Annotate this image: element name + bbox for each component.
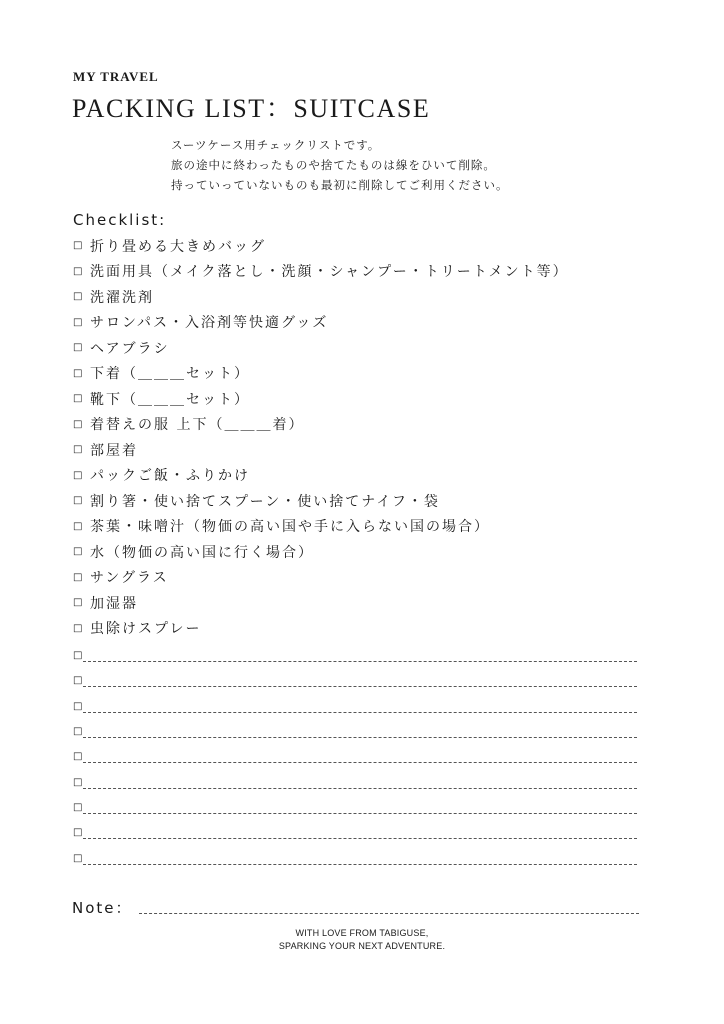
- checklist-item-label: パックご飯・ふりかけ: [90, 468, 250, 485]
- checklist-item-label: サングラス: [90, 570, 169, 587]
- checklist-item-label: 水（物価の高い国に行く場合）: [90, 544, 314, 561]
- note-label: Note：: [72, 899, 133, 917]
- write-in-line[interactable]: [83, 801, 637, 814]
- checklist-item[interactable]: [73, 616, 673, 642]
- blank-item[interactable]: [73, 643, 643, 668]
- checklist-item-label: 虫除けスプレー: [90, 621, 202, 638]
- checkbox-icon[interactable]: □: [73, 418, 83, 430]
- note-row: [72, 897, 642, 918]
- write-in-line[interactable]: [83, 776, 637, 789]
- checkbox-icon[interactable]: □: [73, 726, 83, 738]
- blank-item[interactable]: [73, 795, 643, 820]
- checklist-item[interactable]: [73, 565, 673, 591]
- checklist-item[interactable]: [73, 437, 673, 463]
- checkbox-icon[interactable]: □: [73, 675, 83, 687]
- footer: [0, 927, 724, 953]
- blank-item[interactable]: [73, 694, 643, 719]
- checklist-item[interactable]: [73, 361, 673, 387]
- checklist-item-label: 着替えの服 上下（＿＿＿着）: [90, 417, 305, 434]
- checkbox-icon[interactable]: □: [73, 367, 83, 379]
- checklist-item[interactable]: [73, 284, 673, 310]
- write-in-line[interactable]: [83, 725, 637, 738]
- blank-item[interactable]: [73, 719, 643, 744]
- checklist-item[interactable]: [73, 514, 673, 540]
- page-title: PACKING LIST：SUITCASE: [72, 94, 431, 123]
- checklist-items: [73, 233, 673, 641]
- checkbox-icon[interactable]: □: [73, 342, 83, 354]
- checkbox-icon[interactable]: □: [73, 316, 83, 328]
- intro-text: [171, 135, 651, 195]
- footer-line: WITH LOVE FROM TABIGUSE,: [295, 928, 429, 938]
- checkbox-icon[interactable]: □: [73, 776, 83, 788]
- write-in-line[interactable]: [83, 852, 637, 865]
- blank-item[interactable]: [73, 744, 643, 769]
- checklist-item[interactable]: [73, 463, 673, 489]
- checkbox-icon[interactable]: □: [73, 444, 83, 456]
- blank-item[interactable]: [73, 820, 643, 845]
- checkbox-icon[interactable]: □: [73, 265, 83, 277]
- checklist-item[interactable]: [73, 412, 673, 438]
- checklist-item-label: 割り箸・使い捨てスプーン・使い捨てナイフ・袋: [90, 493, 440, 510]
- checkbox-icon[interactable]: □: [73, 520, 83, 532]
- blank-items: [73, 643, 643, 871]
- checkbox-icon[interactable]: □: [73, 571, 83, 583]
- write-in-line[interactable]: [83, 750, 637, 763]
- checkbox-icon[interactable]: □: [73, 240, 83, 252]
- checklist-item-label: 加湿器: [90, 595, 138, 612]
- checklist-item[interactable]: [73, 310, 673, 336]
- checklist-item[interactable]: [73, 386, 673, 412]
- checklist-item-label: 折り畳める大きめバッグ: [90, 238, 266, 255]
- checklist-heading: Checklist:: [73, 211, 167, 229]
- checklist-item-label: 洗濯洗剤: [90, 289, 154, 306]
- write-in-line[interactable]: [83, 674, 637, 687]
- write-in-line[interactable]: [83, 700, 637, 713]
- checkbox-icon[interactable]: □: [73, 546, 83, 558]
- page-kicker: MY TRAVEL: [73, 69, 159, 84]
- checklist-item-label: 靴下（＿＿＿セット）: [90, 391, 250, 408]
- checklist-item-label: 下着（＿＿＿セット）: [90, 366, 250, 383]
- checklist-item-label: 部屋着: [90, 442, 138, 459]
- write-in-line[interactable]: [83, 649, 637, 662]
- checklist-item[interactable]: [73, 590, 673, 616]
- checklist-item[interactable]: [73, 335, 673, 361]
- blank-item[interactable]: [73, 769, 643, 794]
- blank-item[interactable]: [73, 845, 643, 870]
- checklist-item-label: 茶葉・味噌汁（物価の高い国や手に入らない国の場合）: [90, 519, 490, 536]
- intro-line: 旅の途中に終わったものや捨てたものは線をひいて削除。: [171, 158, 496, 172]
- note-line: [139, 901, 639, 914]
- blank-item[interactable]: [73, 668, 643, 693]
- checklist-item[interactable]: [73, 488, 673, 514]
- checklist-item-label: サロンパス・入浴剤等快適グッズ: [90, 315, 329, 332]
- footer-line: SPARKING YOUR NEXT ADVENTURE.: [278, 941, 446, 951]
- intro-line: 持っていっていないものも最初に削除してご利用ください。: [171, 178, 509, 192]
- checkbox-icon[interactable]: □: [73, 700, 83, 712]
- checklist-item-label: 洗面用具（メイク落とし・洗顔・シャンプー・トリートメント等）: [90, 264, 569, 281]
- checkbox-icon[interactable]: □: [73, 801, 83, 813]
- checkbox-icon[interactable]: □: [73, 495, 83, 507]
- checklist-item[interactable]: [73, 259, 673, 285]
- checklist-item[interactable]: [73, 539, 673, 565]
- checkbox-icon[interactable]: □: [73, 852, 83, 864]
- checkbox-icon[interactable]: □: [73, 622, 83, 634]
- checkbox-icon[interactable]: □: [73, 751, 83, 763]
- checkbox-icon[interactable]: □: [73, 597, 83, 609]
- checkbox-icon[interactable]: □: [73, 291, 83, 303]
- checkbox-icon[interactable]: □: [73, 650, 83, 662]
- checkbox-icon[interactable]: □: [73, 393, 83, 405]
- checklist-item-label: ヘアブラシ: [90, 340, 170, 357]
- checkbox-icon[interactable]: □: [73, 827, 83, 839]
- checkbox-icon[interactable]: □: [73, 469, 83, 481]
- intro-line: スーツケース用チェックリストです。: [171, 138, 381, 152]
- checklist-item[interactable]: [73, 233, 673, 259]
- write-in-line[interactable]: [83, 826, 637, 839]
